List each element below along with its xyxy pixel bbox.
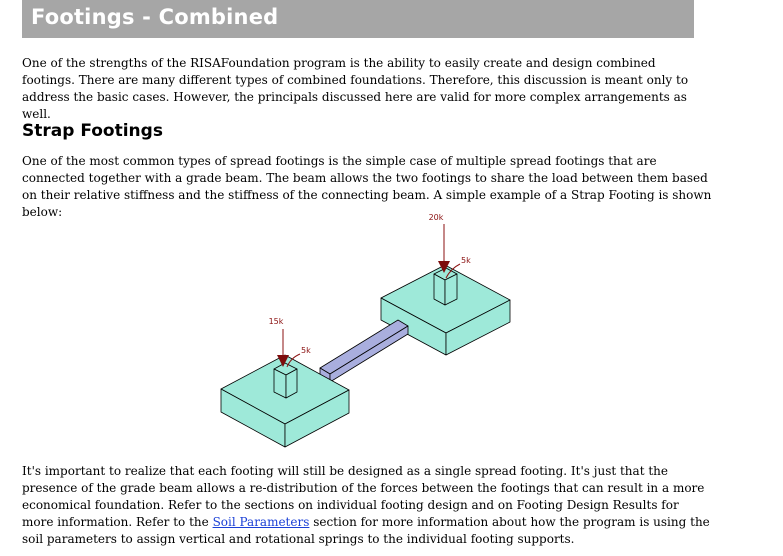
closing-text-start: It's important to realize that each footing will still be designed as a single spread footing. It's just that the presence of the grade beam allows a re-distribution of the forces between the footings that can result in a more economical foundation. Refer to the sections on individual footing design and on Footing Design Results for more information. Refer to the: [22, 464, 705, 529]
closing-paragraph: [22, 463, 712, 548]
right-moment-label: 5k: [461, 256, 471, 265]
section-paragraph: One of the most common types of spread footings is the simple case of multiple spread footings that are connected together with a grade beam. The beam allows the two footings to share the load between them based on their relative stiffness and the stiffness of the connecting beam. A simple example of a Strap Footing is shown below:: [22, 154, 712, 219]
soil-parameters-link[interactable]: Soil Parameters: [212, 515, 310, 529]
section-heading: Strap Footings: [22, 121, 163, 141]
right-vertical-load-arrow: [438, 224, 450, 273]
page-title: Footings - Combined: [31, 5, 279, 29]
left-column: [274, 363, 297, 398]
left-moment-label: 5k: [301, 346, 311, 355]
left-vertical-load-label: 15k: [268, 317, 284, 326]
intro-paragraph: One of the strengths of the RISAFoundation program is the ability to easily create and design combined footings. There are many different types of combined foundations. Therefore, this discussion is meant only to address the basic cases. However, the principals discussed here are valid for more complex arrangements as well.: [22, 56, 689, 121]
right-vertical-load-label: 20k: [428, 213, 444, 222]
right-column: [434, 268, 457, 305]
closing-text-end: section for more information about how the program is using the soil parameters to assign vertical and rotational springs to the individual footing supports.: [22, 515, 710, 546]
grade-beam: [320, 320, 408, 382]
